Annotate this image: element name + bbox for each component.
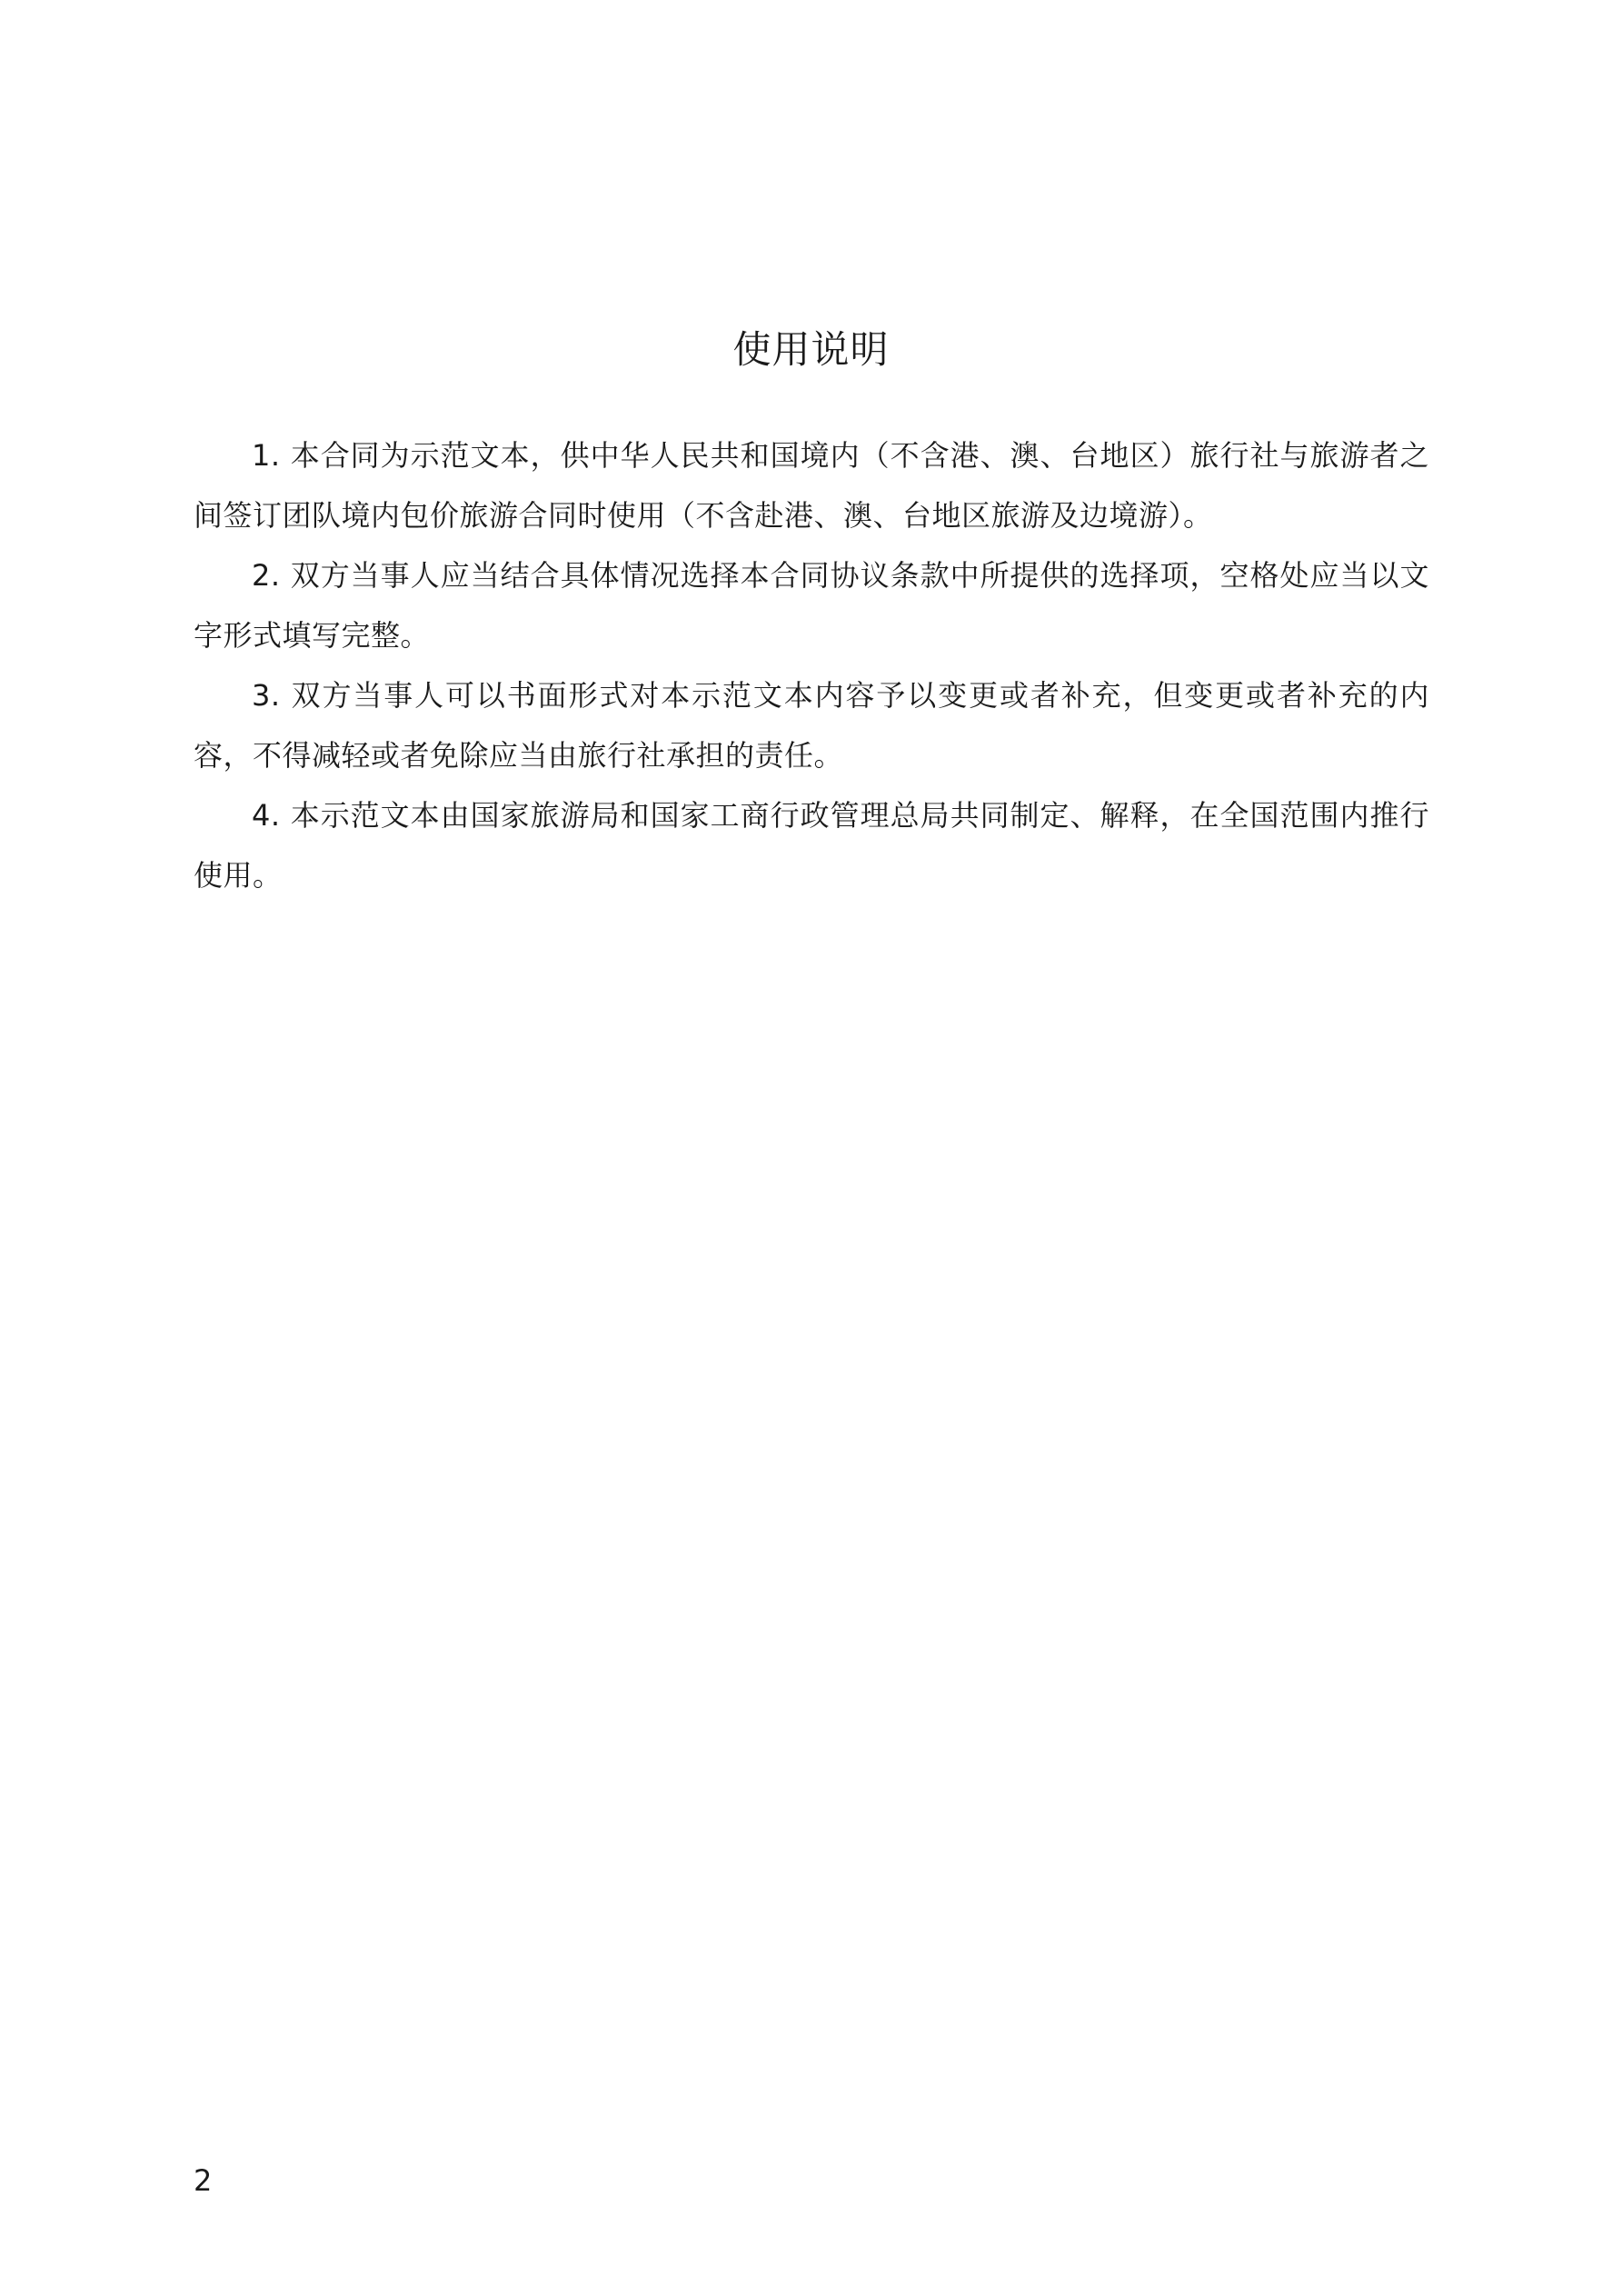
instructions-body [194,425,1429,905]
page-number: 2 [194,2163,213,2198]
instruction-paragraph-1: 1. 本合同为示范文本，供中华人民共和国境内（不含港、澳、台地区）旅行社与旅游者之间签订团队境内包价旅游合同时使用（不含赴港、澳、台地区旅游及边境游）。 [194,438,1429,533]
page-title: 使用说明 [732,327,890,372]
instruction-paragraph-4: 4. 本示范文本由国家旅游局和国家工商行政管理总局共同制定、解释，在全国范围内推行使用。 [194,798,1429,893]
instruction-paragraph-2: 2. 双方当事人应当结合具体情况选择本合同协议条款中所提供的选择项，空格处应当以文字形式填写完整。 [194,558,1429,653]
instruction-paragraph-3: 3. 双方当事人可以书面形式对本示范文本内容予以变更或者补充，但变更或者补充的内容，不得减轻或者免除应当由旅行社承担的责任。 [194,678,1429,773]
